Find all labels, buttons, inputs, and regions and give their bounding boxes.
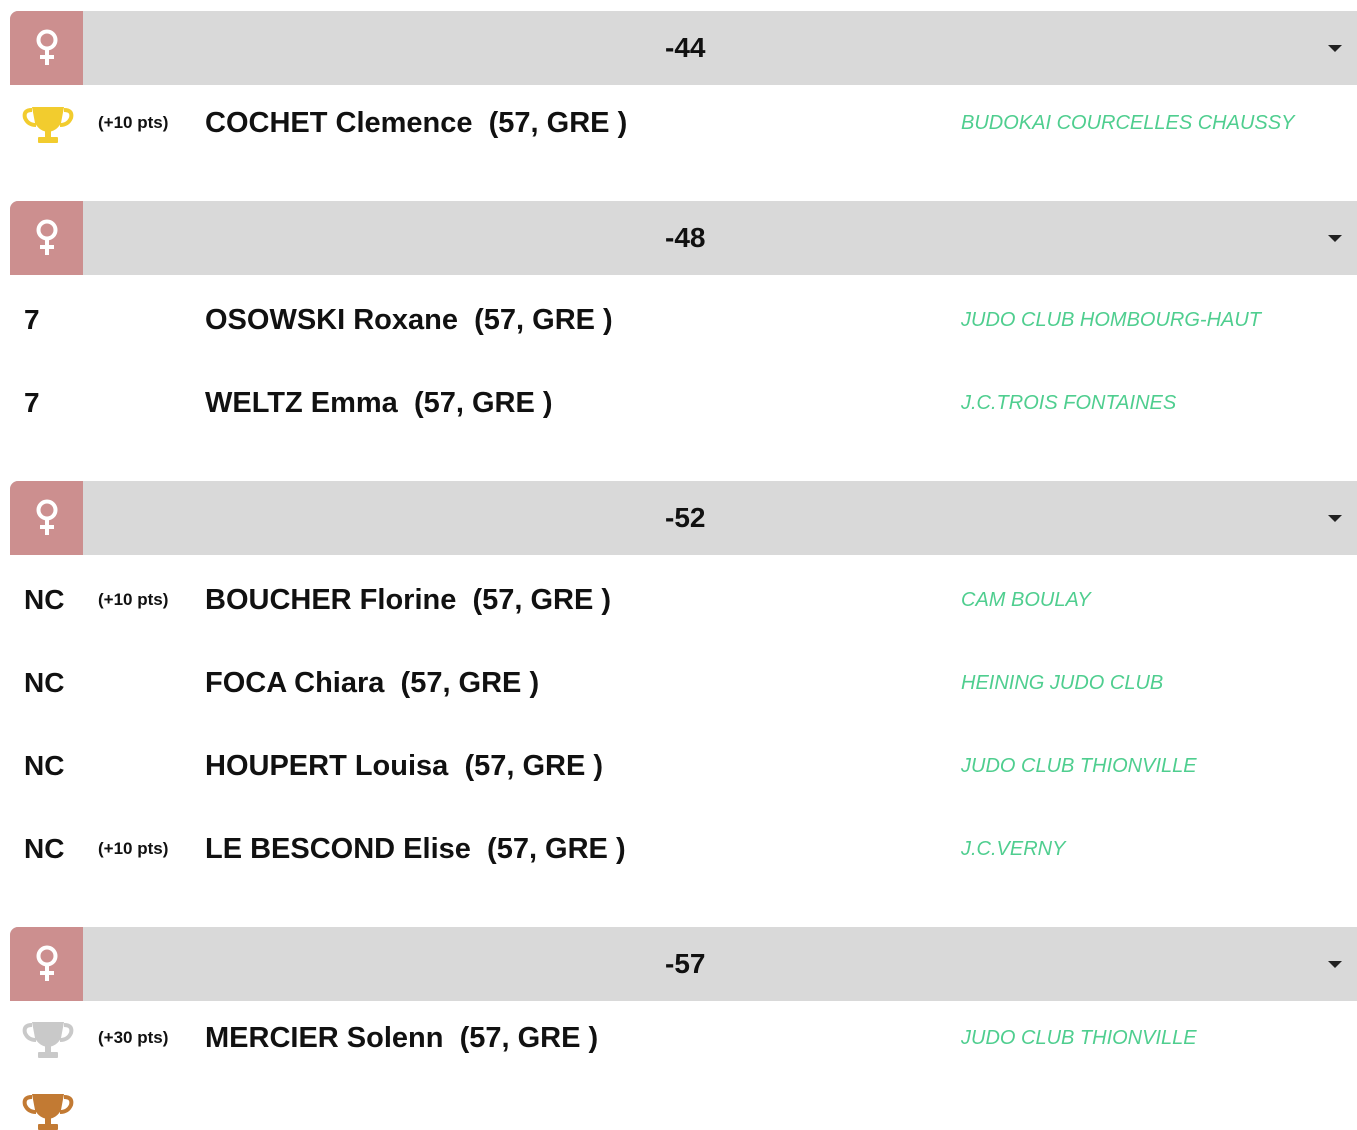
result-row — [0, 1013, 1357, 1063]
gold-trophy-icon — [22, 101, 74, 145]
category-header-57[interactable] — [10, 927, 1357, 1001]
female-symbol-icon — [10, 11, 83, 85]
result-row — [0, 295, 1357, 345]
club-name[interactable]: HEINING JUDO CLUB — [961, 672, 1164, 694]
category-label: -57 — [665, 948, 706, 979]
points-label: (+10 pts) — [98, 113, 169, 132]
rank-label: NC — [24, 750, 65, 781]
chevron-down-icon[interactable] — [1328, 515, 1342, 522]
points-label: (+30 pts) — [98, 1028, 169, 1047]
club-name[interactable]: J.C.TROIS FONTAINES — [961, 392, 1177, 414]
club-name[interactable]: CAM BOULAY — [961, 589, 1091, 611]
rank-label: NC — [24, 584, 65, 615]
chevron-down-icon[interactable] — [1328, 235, 1342, 242]
category-header-44[interactable] — [10, 11, 1357, 85]
athlete-name: OSOWSKI Roxane (57, GRE ) — [205, 304, 613, 336]
athlete-name: COCHET Clemence (57, GRE ) — [205, 107, 628, 139]
category-label: -52 — [665, 502, 706, 533]
athlete-name: FOCA Chiara (57, GRE ) — [205, 667, 540, 699]
club-name[interactable]: BUDOKAI COURCELLES CHAUSSY — [961, 112, 1295, 134]
athlete-name: WELTZ Emma (57, GRE ) — [205, 387, 553, 419]
female-symbol-icon — [10, 481, 83, 555]
category-header-52[interactable] — [10, 481, 1357, 555]
result-row — [0, 741, 1357, 791]
result-row — [0, 378, 1357, 428]
result-row — [0, 658, 1357, 708]
bronze-trophy-icon — [22, 1088, 74, 1130]
result-row — [0, 98, 1357, 148]
category-header-48[interactable] — [10, 201, 1357, 275]
category-label: -48 — [665, 222, 706, 253]
club-name[interactable]: J.C.VERNY — [961, 838, 1066, 860]
rank-label: NC — [24, 833, 65, 864]
club-name[interactable]: JUDO CLUB HOMBOURG-HAUT — [961, 309, 1262, 331]
athlete-name: LE BESCOND Elise (57, GRE ) — [205, 833, 626, 865]
category-label: -44 — [665, 32, 706, 63]
athlete-name: MERCIER Solenn (57, GRE ) — [205, 1022, 599, 1054]
rank-label: 7 — [24, 387, 40, 418]
athlete-name: BOUCHER Florine (57, GRE ) — [205, 584, 612, 616]
result-row — [0, 575, 1357, 625]
club-name[interactable]: JUDO CLUB THIONVILLE — [961, 755, 1197, 777]
female-symbol-icon — [10, 201, 83, 275]
result-row — [0, 1085, 1357, 1130]
points-label: (+10 pts) — [98, 590, 169, 609]
chevron-down-icon[interactable] — [1328, 961, 1342, 968]
rank-label: NC — [24, 667, 65, 698]
club-name[interactable]: JUDO CLUB THIONVILLE — [961, 1027, 1197, 1049]
female-symbol-icon — [10, 927, 83, 1001]
silver-trophy-icon — [22, 1016, 74, 1060]
points-label: (+10 pts) — [98, 839, 169, 858]
chevron-down-icon[interactable] — [1328, 45, 1342, 52]
result-row — [0, 824, 1357, 874]
rank-label: 7 — [24, 304, 40, 335]
athlete-name: HOUPERT Louisa (57, GRE ) — [205, 750, 604, 782]
